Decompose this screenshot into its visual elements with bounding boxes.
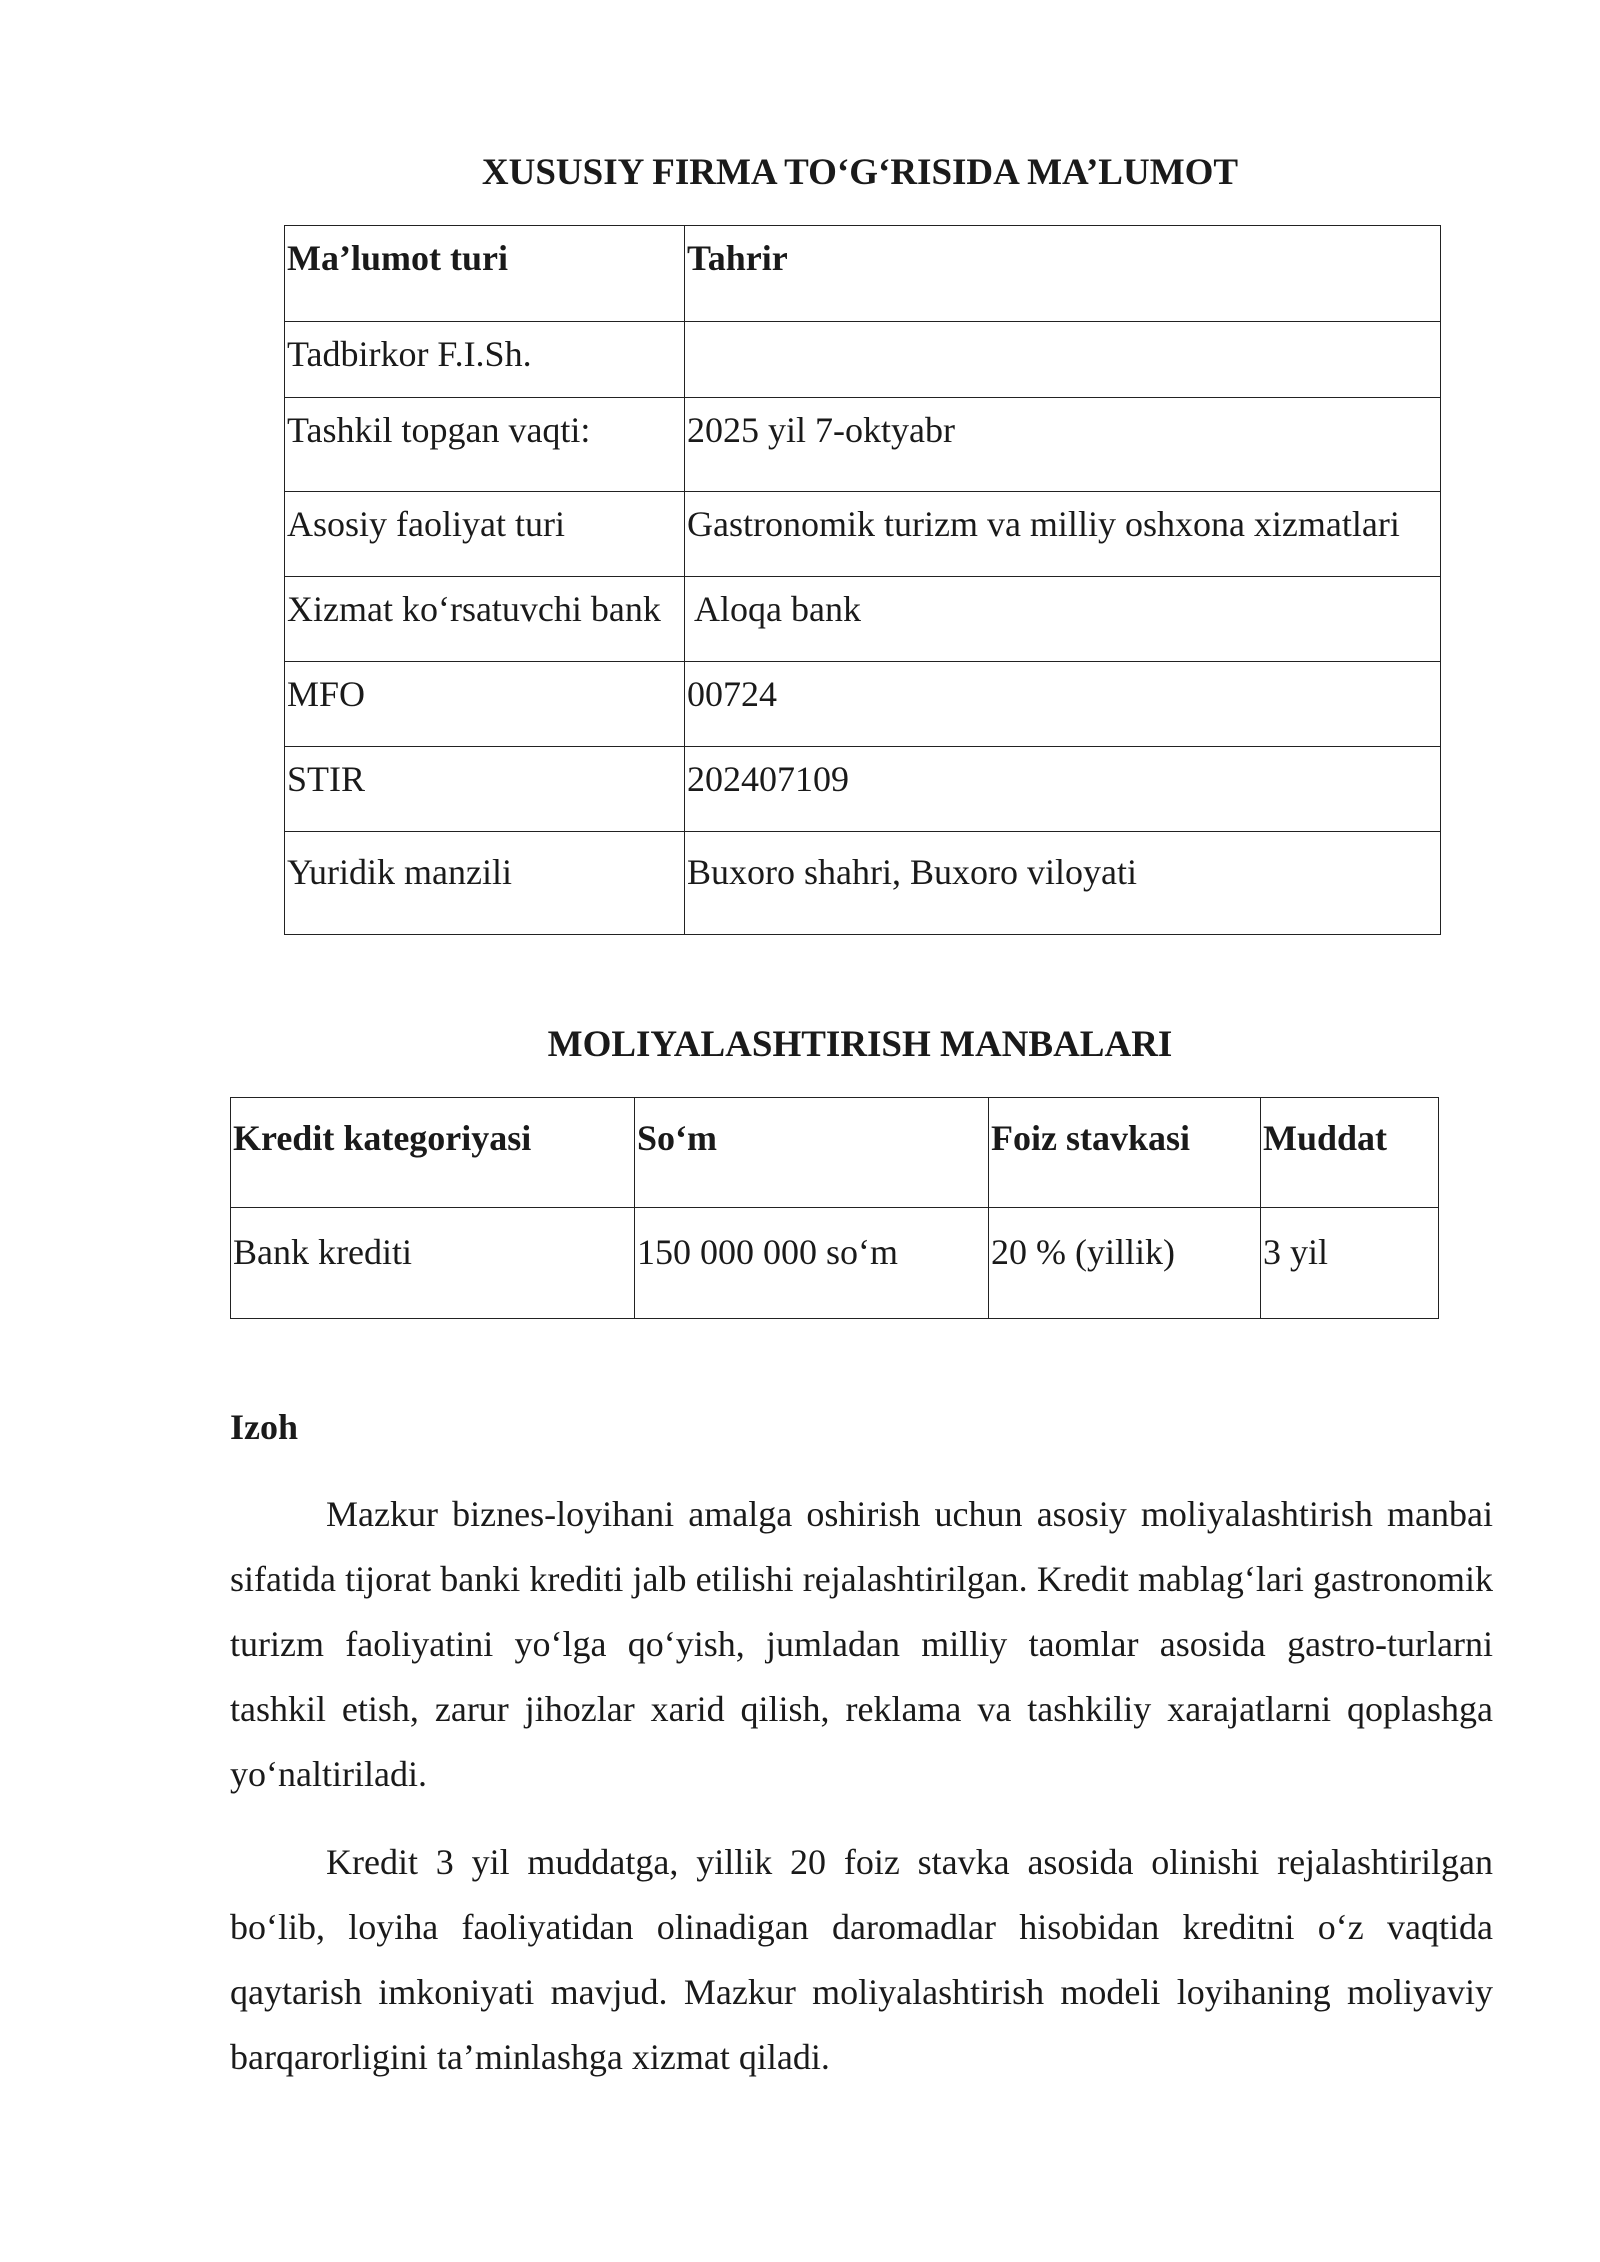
table-row [285, 577, 1441, 662]
financing-sources-table [230, 1097, 1439, 1319]
table-header-cell: So‘m [635, 1098, 989, 1208]
note-paragraph: Mazkur biznes-loyihani amalga oshirish uchun asosiy moliyalashtirish manbai sifatida tijorat banki krediti jalb etilishi rejalashtirilgan. Kredit mablag‘lari gastronomik turizm faoliyatini yo‘lga qo‘yish, jumladan milliy taomlar asosida gastro-turlarni tashkil etish, zarur jihozlar xarid qilish, reklama va tashkiliy xarajatlarni qoplashga yo‘naltiriladi. [230, 1494, 1493, 1794]
table-cell: STIR [285, 747, 685, 832]
table-cell: 202407109 [685, 747, 1441, 832]
page-title: XUSUSIY FIRMA TO‘G‘RISIDA MA’LUMOT [481, 152, 1239, 193]
table-cell: Asosiy faoliyat turi [285, 492, 685, 577]
table-header-cell: Kredit kategoriyasi [231, 1098, 635, 1208]
table-row [285, 322, 1441, 398]
section-title: MOLIYALASHTIRISH MANBALARI [547, 1024, 1173, 1065]
table-header-cell: Muddat [1261, 1098, 1439, 1208]
table-cell: 00724 [685, 662, 1441, 747]
table-row [285, 492, 1441, 577]
table-cell: Yuridik manzili [285, 832, 685, 935]
table-cell: Xizmat ko‘rsatuvchi bank [285, 577, 685, 662]
table-cell: Aloqa bank [685, 577, 1441, 662]
table-cell [685, 322, 1441, 398]
note-paragraph: Kredit 3 yil muddatga, yillik 20 foiz stavka asosida olinishi rejalashtirilgan bo‘lib, loyiha faoliyatidan olinadigan daromadlar hisobidan kreditni o‘z vaqtida qaytarish imkoniyati mavjud. Mazkur moliyalashtirish modeli loyihaning moliyaviy barqarorligini ta’minlashga xizmat qiladi. [230, 1842, 1493, 2077]
table-row [285, 662, 1441, 747]
table-cell: Bank krediti [231, 1208, 635, 1319]
table-header-cell: Foiz stavkasi [989, 1098, 1261, 1208]
table-row [231, 1208, 1439, 1319]
note-heading: Izoh [230, 1407, 299, 1447]
table-row [285, 747, 1441, 832]
table-row [285, 398, 1441, 492]
company-info-table [284, 225, 1441, 935]
table-cell: Gastronomik turizm va milliy oshxona xizmatlari [685, 492, 1441, 577]
table-cell: Tadbirkor F.I.Sh. [285, 322, 685, 398]
table-cell: 2025 yil 7-oktyabr [685, 398, 1441, 492]
table-cell: 150 000 000 so‘m [635, 1208, 989, 1319]
table-cell: Tashkil topgan vaqti: [285, 398, 685, 492]
table-cell: MFO [285, 662, 685, 747]
table-cell: 20 % (yillik) [989, 1208, 1261, 1319]
table-header-row [285, 226, 1441, 322]
table-cell: 3 yil [1261, 1208, 1439, 1319]
table-header-cell: Tahrir [685, 226, 1441, 322]
table-cell: Buxoro shahri, Buxoro viloyati [685, 832, 1441, 935]
table-header-cell: Ma’lumot turi [285, 226, 685, 322]
table-header-row [231, 1098, 1439, 1208]
table-row [285, 832, 1441, 935]
